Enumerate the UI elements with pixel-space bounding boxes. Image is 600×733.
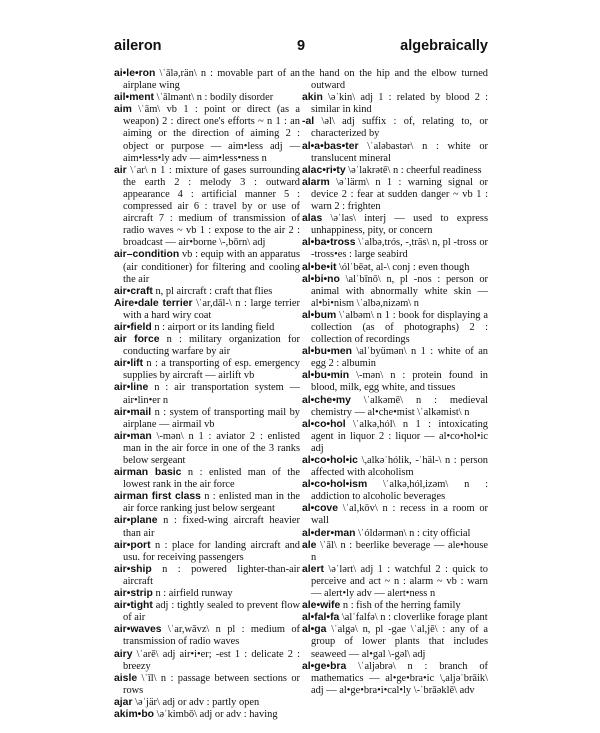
dictionary-entry: [302, 177, 488, 213]
dictionary-entry: [114, 382, 300, 406]
entry-definition: \-mən\ n : protein found in blood, milk, egg white, and tissues: [311, 370, 488, 394]
dictionary-entry: [114, 298, 300, 322]
dictionary-entry: [114, 673, 300, 697]
entry-definition: \ˈaljəbrə\ n : branch of mathematics — al•ge•bra•ic \,aljəˈbrāik\ adj — al•ge•bra•i•cal•ly \-ˈbrāəklē\ adv: [311, 660, 488, 696]
dictionary-entry: [114, 540, 300, 564]
header-guide-word-last: algebraically: [400, 38, 488, 54]
entry-headword: -al: [302, 116, 315, 128]
dictionary-entry: [114, 249, 300, 285]
entry-headword: al•a•bas•ter: [302, 140, 359, 152]
entry-definition: \əˈlas\ interj — used to express unhappiness, pity, or concern: [311, 213, 488, 237]
dictionary-entry: [114, 286, 300, 298]
entry-headword: al•bu•men: [302, 346, 352, 358]
entry-headword: al•ba•tross: [302, 237, 356, 249]
entry-definition: n : powered lighter-than-air aircraft: [123, 563, 300, 587]
entry-definition: \ˈarē\ adj air•i•er; -est 1 : delicate 2 : breezy: [123, 648, 300, 672]
dictionary-entry: [302, 600, 488, 612]
dictionary-entry: [302, 528, 488, 540]
entry-definition: \ˈālə,rän\ n : movable part of an airplane wing: [123, 68, 300, 92]
dictionary-entry: [114, 588, 300, 600]
dictionary-entry: [114, 407, 300, 431]
dictionary-entry: [302, 310, 488, 346]
entry-headword: air•craft: [114, 285, 153, 297]
dictionary-entry: [114, 165, 300, 250]
entry-definition: \əl\ adj suffix : of, relating to, or characterized by: [311, 116, 488, 140]
entry-definition: \əˈlakrətē\ n : cheerful readiness: [345, 164, 482, 176]
entry-definition: \ˈar\ n 1 : mixture of gases surrounding the earth 2 : melody 3 : outward appearance 4 : artificial manner 5 : compressed air 6 : travel by or use of aircraft 7 : medium of transmission of radio waves ~ vb 1 : expose to the air 2 : broadcast — air•borne \-,bōrn\ adj: [123, 164, 300, 249]
entry-headword: airman basic: [114, 467, 182, 479]
dictionary-entry: [114, 467, 300, 491]
dictionary-entry: [114, 358, 300, 382]
dictionary-entry: [302, 346, 488, 370]
dictionary-entry: [302, 419, 488, 455]
entry-definition: n : fish of the herring family: [340, 600, 461, 612]
entry-headword: air•ship: [114, 563, 152, 575]
page-header: [114, 38, 488, 58]
entry-headword: al•co•hol•ic: [302, 455, 358, 466]
entry-definition: \ˈalgə\ n, pl -gae \ˈal,jē\ : any of a group of lower plants that includes seaweed — al•gal \-gəl\ adj: [311, 624, 488, 660]
entry-headword: ail•ment: [114, 92, 155, 104]
entry-definition: \əˈlärm\ n 1 : warning signal or device 2 : fear at sudden danger ~ vb 1 : warn 2 : frighten: [311, 176, 488, 213]
entry-definition: \ˈāl\ n : beerlike beverage — ale•house n: [311, 539, 488, 563]
dictionary-entry: [302, 612, 488, 624]
dictionary-entry: [114, 322, 300, 334]
entry-headword: ai•le•ron: [114, 68, 156, 79]
entry-headword: ale•wife: [302, 600, 341, 612]
entry-definition: \ˈar,wāvz\ n pl : medium of transmission of radio waves: [123, 624, 300, 648]
dictionary-entry: [114, 515, 300, 539]
dictionary-entry: [302, 395, 488, 419]
entry-definition: \əˈkin\ adj 1 : related by blood 2 : similar in kind: [311, 92, 488, 116]
entry-headword: Aire•dale terrier: [114, 297, 193, 309]
dictionary-column-right: [302, 68, 488, 697]
dictionary-entry: [302, 92, 488, 116]
entry-definition: \ˈām\ vb 1 : point or direct (as a weapon) 2 : direct one's efforts ~ n 1 : an aiming or the direction of aiming 2 : object or purpose — aim•less adj — aim•less•ly adv — aim•less•ness n: [123, 104, 300, 164]
entry-definition: \ˈalkəmē\ n : medieval chemistry — al•che•mist \ˈalkəmist\ n: [311, 394, 488, 418]
entry-definition: the hand on the hip and the elbow turned outward: [302, 68, 488, 92]
entry-headword: al•bu•min: [302, 370, 350, 382]
entry-headword: aim: [114, 104, 132, 116]
entry-definition: vb : equip with an apparatus (air conditioner) for filtering and cooling the air: [123, 249, 300, 285]
dictionary-entry: [114, 491, 300, 515]
entry-headword: air•tight: [114, 600, 153, 612]
entry-definition: n : system of transporting mail by airplane — airmail vb: [123, 406, 300, 430]
dictionary-entry: [302, 503, 488, 527]
entry-headword: air force: [114, 334, 160, 346]
dictionary-entry: [302, 141, 488, 165]
dictionary-entry: [302, 455, 488, 479]
entry-definition: \ˈalkə,hól\ n 1 : intoxicating agent in liquor 2 : liquor — al•co•hol•ic adj: [311, 418, 488, 454]
dictionary-entry: [114, 649, 300, 673]
entry-headword: al•co•hol•ism: [302, 479, 368, 491]
entry-headword: al•bum: [302, 309, 337, 321]
dictionary-entry: [114, 709, 300, 721]
entry-headword: air•strip: [114, 588, 153, 600]
entry-definition: n : a transporting of esp. emergency supplies by aircraft — airlift vb: [123, 358, 300, 382]
dictionary-entry: [114, 564, 300, 588]
dictionary-entry: [114, 92, 300, 104]
dictionary-entry: [114, 600, 300, 624]
dictionary-entry: [302, 274, 488, 310]
entry-headword: al•che•my: [302, 394, 351, 406]
entry-headword: air•waves: [114, 624, 162, 636]
entry-definition: n : fixed-wing aircraft heavier than air: [123, 515, 300, 539]
entry-headword: al•co•hol: [302, 418, 346, 430]
entry-definition: \ˈóldərmən\ n : city official: [355, 527, 471, 539]
entry-headword: airman first class: [114, 491, 201, 503]
entry-definition: \ˈalbə,trós, -,träs\ n, pl -tross or -tross•es : large seabird: [311, 237, 488, 261]
entry-headword: air•lift: [114, 358, 144, 370]
entry-definition: n : place for landing aircraft and usu. for receiving passengers: [123, 539, 300, 563]
dictionary-entry: [302, 661, 488, 697]
dictionary-column-left: [114, 68, 300, 721]
entry-headword: air•line: [114, 382, 149, 394]
entry-definition: \ˈalbəm\ n 1 : book for displaying a collection (as of photographs) 2 : collection of recordings: [311, 309, 488, 346]
entry-headword: air•plane: [114, 515, 158, 527]
entry-headword: aisle: [114, 672, 138, 684]
entry-headword: ale: [302, 539, 317, 551]
entry-definition: n : air transportation system — air•lin•er n: [123, 382, 300, 406]
entry-definition: \alˈbīnō\ n, pl -nos : person or animal with abnormally white skin — al•bi•nism \ˈalbə,nizəm\ n: [311, 273, 488, 309]
entry-definition: \ˈalkə,hól,izəm\ n : addiction to alcoholic beverages: [311, 479, 488, 503]
entry-definition: n : enlisted man in the air force ranking just below sergeant: [123, 491, 300, 515]
entry-definition: n : airport or its landing field: [151, 321, 275, 333]
dictionary-entry: [302, 564, 488, 600]
entry-headword: al•ge•bra: [302, 660, 347, 672]
dictionary-entry: [302, 479, 488, 503]
header-guide-word-first: aileron: [114, 38, 162, 54]
entry-definition: \,alkəˈhólik, -ˈhäl-\ n : person affected with alcoholism: [311, 455, 488, 479]
entry-headword: alert: [302, 563, 324, 575]
entry-headword: al•be•it: [302, 261, 337, 273]
entry-definition: n : military organization for conducting warfare by air: [123, 334, 300, 358]
entry-definition: \ˈaləbastər\ n : white or translucent mineral: [311, 140, 488, 164]
entry-definition: \əˈlərt\ adj 1 : watchful 2 : quick to perceive and act ~ n : alarm ~ vb : warn — alert•ly adv — alert•ness n: [311, 563, 488, 600]
entry-definition: \alˈbyümən\ n 1 : white of an egg 2 : albumin: [311, 346, 488, 370]
dictionary-entry: [302, 116, 488, 140]
page-number: 9: [296, 38, 306, 54]
entry-headword: alas: [302, 213, 323, 225]
entry-definition: adj : tightly sealed to prevent flow of air: [123, 600, 300, 624]
entry-definition: \ˈal,kōv\ n : recess in a room or wall: [311, 503, 488, 527]
entry-definition: n, pl aircraft : craft that flies: [152, 285, 273, 297]
dictionary-entry: [114, 697, 300, 709]
entry-headword: air: [114, 164, 127, 176]
dictionary-entry: [302, 540, 488, 564]
entry-definition: \alˈfalfə\ n : cloverlike forage plant: [339, 612, 488, 624]
entry-definition: \əˈjär\ adj or adv : partly open: [132, 696, 260, 708]
dictionary-entry: [114, 334, 300, 358]
entry-headword: alac•ri•ty: [302, 164, 346, 176]
entry-definition: \əˈkimbō\ adj or adv : having: [154, 708, 278, 720]
dictionary-entry: [114, 431, 300, 467]
entry-headword: al•bi•no: [302, 273, 340, 285]
entry-headword: al•ga: [302, 624, 327, 636]
entry-definition: \ˈar,dāl-\ n : large terrier with a hard wiry coat: [123, 297, 300, 321]
entry-headword: airy: [114, 648, 133, 660]
entry-definition: n : airfield runway: [152, 588, 233, 600]
entry-headword: air•mail: [114, 406, 152, 418]
entry-headword: akim•bo: [114, 708, 155, 720]
entry-headword: akin: [302, 92, 323, 104]
dictionary-entry: [302, 237, 488, 261]
dictionary-entry: [302, 165, 488, 177]
entry-definition: \-mən\ n 1 : aviator 2 : enlisted man in the air force in one of the 3 ranks below sergeant: [123, 430, 300, 466]
entry-headword: al•cove: [302, 503, 338, 515]
dictionary-entry: [302, 624, 488, 660]
entry-headword: alarm: [302, 176, 330, 188]
entry-definition: \ólˈbēət, al-\ conj : even though: [336, 261, 470, 273]
dictionary-entry: [302, 262, 488, 274]
entry-headword: air•port: [114, 539, 151, 551]
entry-headword: air–condition: [114, 249, 180, 261]
entry-definition: \ˈīl\ n : passage between sections or rows: [123, 672, 300, 696]
entry-headword: al•der•man: [302, 527, 356, 539]
dictionary-entry: [302, 213, 488, 237]
entry-headword: air•man: [114, 430, 152, 442]
dictionary-entry: [302, 370, 488, 394]
entry-definition: n : enlisted man of the lowest rank in the air force: [123, 467, 300, 491]
entry-headword: air•field: [114, 321, 152, 333]
dictionary-entry: [114, 68, 300, 92]
entry-headword: ajar: [114, 696, 133, 708]
entry-headword: al•fal•fa: [302, 612, 340, 624]
dictionary-entry: [302, 68, 488, 92]
dictionary-entry: [114, 624, 300, 648]
dictionary-entry: [114, 104, 300, 164]
entry-definition: \ˈālmənt\ n : bodily disorder: [154, 92, 274, 104]
